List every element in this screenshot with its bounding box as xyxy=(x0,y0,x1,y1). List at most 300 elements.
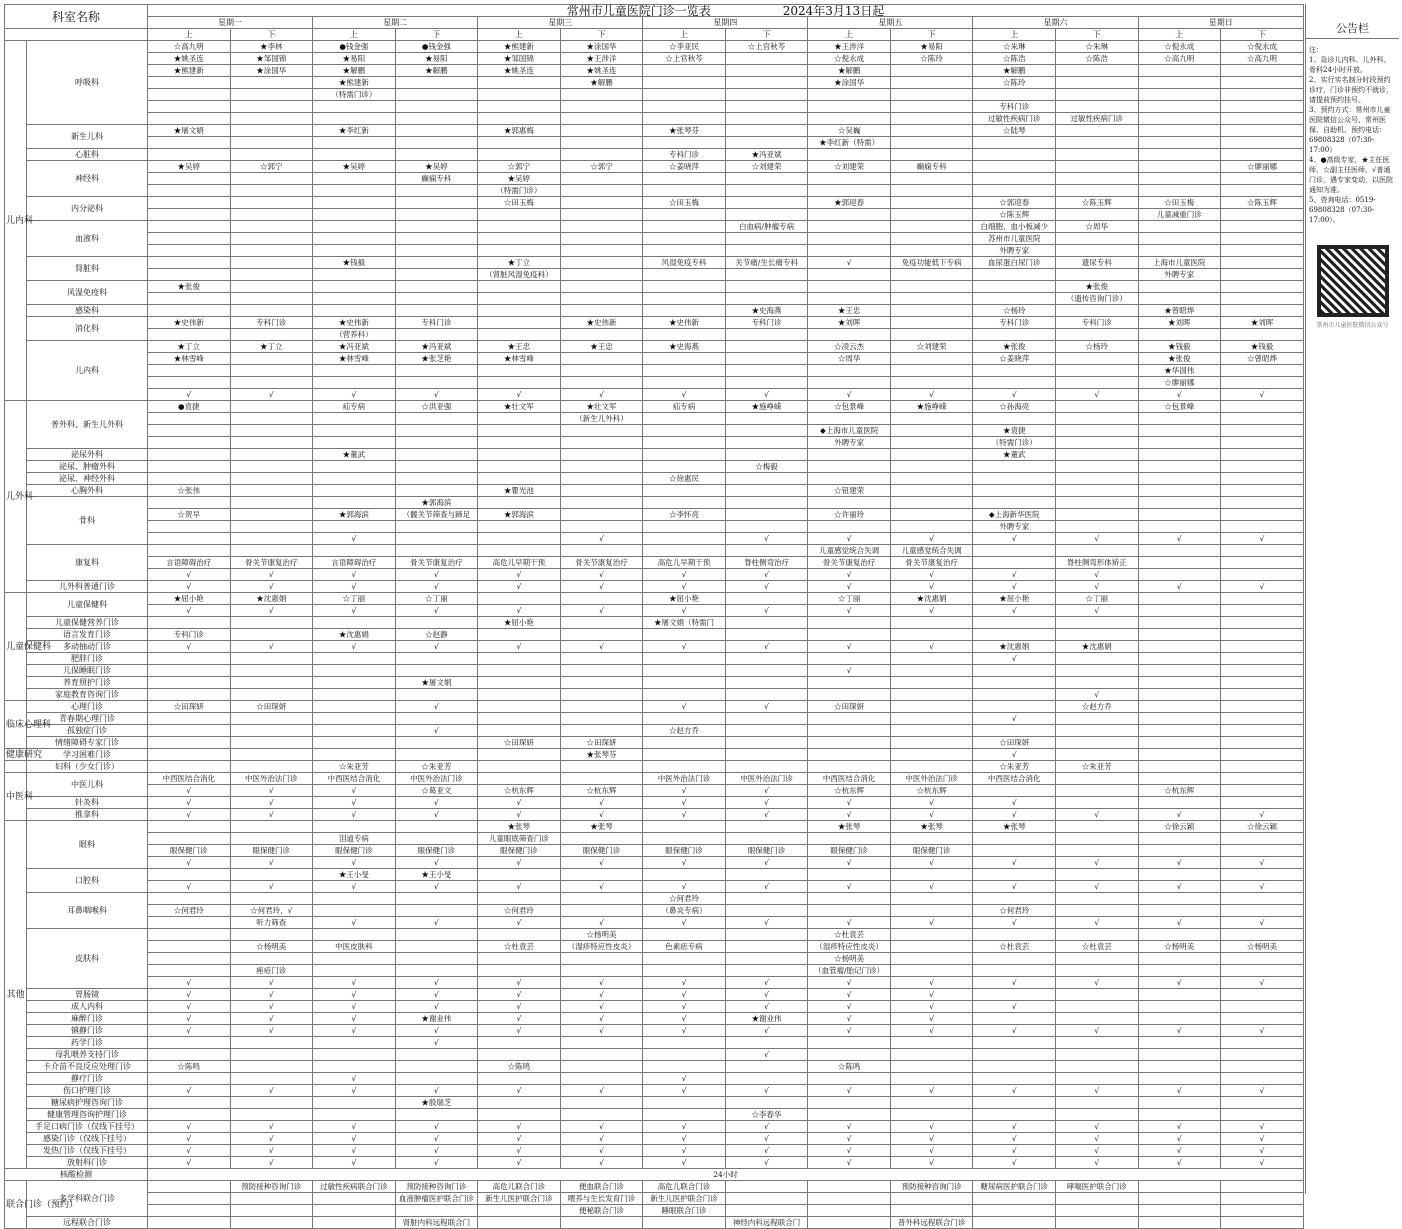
schedule-cell: 中西医结合消化 xyxy=(973,773,1056,785)
schedule-cell xyxy=(478,245,561,257)
schedule-cell: ☆朱亚芳 xyxy=(395,761,478,773)
schedule-cell: √ xyxy=(1138,809,1221,821)
schedule-cell: √ xyxy=(1221,1025,1304,1037)
schedule-cell xyxy=(1055,365,1138,377)
schedule-cell xyxy=(1221,449,1304,461)
schedule-cell: √ xyxy=(725,989,808,1001)
schedule-cell xyxy=(230,437,313,449)
schedule-cell xyxy=(560,1109,643,1121)
schedule-cell: ☆杜袁芸 xyxy=(973,941,1056,953)
schedule-cell xyxy=(643,269,726,281)
schedule-cell: ★邹国锦 xyxy=(478,53,561,65)
schedule-cell xyxy=(1138,593,1221,605)
schedule-cell xyxy=(230,485,313,497)
schedule-cell xyxy=(808,101,891,113)
schedule-cell: √ xyxy=(313,1133,396,1145)
schedule-cell xyxy=(643,749,726,761)
schedule-cell: √ xyxy=(313,1157,396,1169)
table-row xyxy=(5,893,1304,905)
schedule-cell: ★刘晖 xyxy=(808,317,891,329)
dept-label: 胃肠镜 xyxy=(27,989,148,1001)
schedule-cell: ☆姜晓萍 xyxy=(643,161,726,173)
schedule-cell: 预防接种咨询门诊 xyxy=(230,1181,313,1193)
schedule-cell: √ xyxy=(1055,1157,1138,1169)
schedule-cell xyxy=(395,269,478,281)
schedule-cell: √ xyxy=(395,701,478,713)
schedule-cell xyxy=(147,233,230,245)
schedule-cell: √ xyxy=(230,389,313,401)
schedule-cell xyxy=(808,1181,891,1193)
schedule-cell xyxy=(395,197,478,209)
schedule-cell: 疝专病 xyxy=(313,401,396,413)
dept-label: 神经科 xyxy=(27,161,148,197)
schedule-cell xyxy=(230,1193,313,1205)
schedule-cell: ●钱金强 xyxy=(395,41,478,53)
schedule-cell xyxy=(313,1097,396,1109)
schedule-cell xyxy=(1221,401,1304,413)
schedule-cell: √ xyxy=(725,1121,808,1133)
schedule-cell: √ xyxy=(808,881,891,893)
schedule-cell: ★邹国锦 xyxy=(230,53,313,65)
schedule-cell xyxy=(147,305,230,317)
schedule-cell: √ xyxy=(560,917,643,929)
schedule-cell xyxy=(1055,425,1138,437)
schedule-cell xyxy=(725,677,808,689)
schedule-cell: √ xyxy=(147,785,230,797)
schedule-cell: 白细胞、血小板减少 xyxy=(973,221,1056,233)
schedule-cell: √ xyxy=(1138,581,1221,593)
schedule-cell xyxy=(313,173,396,185)
dept-label: 口腔科 xyxy=(27,869,148,893)
schedule-cell: ★易阳 xyxy=(395,53,478,65)
schedule-cell xyxy=(1221,65,1304,77)
schedule-cell xyxy=(643,1097,726,1109)
schedule-cell: ●袁捷 xyxy=(147,401,230,413)
schedule-cell xyxy=(1138,557,1221,569)
schedule-cell: √ xyxy=(560,1157,643,1169)
schedule-cell xyxy=(313,1109,396,1121)
schedule-cell: （湿疹特应性皮炎） xyxy=(808,941,891,953)
schedule-cell: √ xyxy=(560,857,643,869)
schedule-cell xyxy=(890,521,973,533)
schedule-cell xyxy=(725,293,808,305)
schedule-cell xyxy=(973,485,1056,497)
schedule-cell xyxy=(973,329,1056,341)
schedule-cell xyxy=(147,365,230,377)
schedule-cell: √ xyxy=(808,1157,891,1169)
clinic-schedule-table xyxy=(4,4,1304,1229)
schedule-cell xyxy=(147,113,230,125)
schedule-cell: ☆倪永成 xyxy=(1221,41,1304,53)
schedule-cell: ★张琴 xyxy=(808,821,891,833)
schedule-cell xyxy=(1055,269,1138,281)
schedule-cell xyxy=(973,545,1056,557)
schedule-cell: ☆徐云颖 xyxy=(1138,821,1221,833)
schedule-cell: √ xyxy=(890,977,973,989)
table-row xyxy=(5,125,1304,137)
schedule-cell xyxy=(808,617,891,629)
schedule-cell: √ xyxy=(478,881,561,893)
schedule-cell: √ xyxy=(313,989,396,1001)
group-label: 儿外科 xyxy=(5,401,27,593)
schedule-cell xyxy=(230,1205,313,1217)
schedule-cell xyxy=(1221,1001,1304,1013)
schedule-cell: √ xyxy=(478,977,561,989)
schedule-cell: 脊柱侧弯形体矫正 xyxy=(1055,557,1138,569)
schedule-cell: √ xyxy=(973,569,1056,581)
schedule-cell xyxy=(560,1073,643,1085)
schedule-cell xyxy=(313,1217,396,1229)
schedule-cell xyxy=(1055,629,1138,641)
schedule-cell: ★熊建新 xyxy=(478,41,561,53)
schedule-cell xyxy=(395,665,478,677)
schedule-cell: （湿疹特应性皮炎） xyxy=(560,941,643,953)
schedule-cell xyxy=(230,617,313,629)
table-row xyxy=(5,785,1304,797)
table-row xyxy=(5,581,1304,593)
table-row xyxy=(5,701,1304,713)
schedule-cell xyxy=(1055,1049,1138,1061)
schedule-cell xyxy=(890,893,973,905)
schedule-cell xyxy=(1221,653,1304,665)
schedule-cell xyxy=(725,185,808,197)
schedule-cell xyxy=(147,749,230,761)
schedule-cell: ★郭迎春 xyxy=(808,197,891,209)
schedule-cell xyxy=(643,377,726,389)
schedule-cell xyxy=(230,425,313,437)
schedule-cell xyxy=(890,245,973,257)
schedule-cell xyxy=(1221,137,1304,149)
schedule-cell: √ xyxy=(230,605,313,617)
schedule-cell xyxy=(1221,605,1304,617)
schedule-cell: √ xyxy=(643,1001,726,1013)
schedule-cell xyxy=(147,413,230,425)
schedule-cell: √ xyxy=(478,1121,561,1133)
pm-header: 下 xyxy=(725,29,808,41)
schedule-cell xyxy=(643,89,726,101)
schedule-cell: ☆郭宁 xyxy=(230,161,313,173)
schedule-cell xyxy=(973,89,1056,101)
dept-label: 风湿免疫科 xyxy=(27,281,148,305)
schedule-cell: √ xyxy=(973,1121,1056,1133)
schedule-cell xyxy=(1055,185,1138,197)
schedule-cell: 骨关节康复治疗 xyxy=(808,557,891,569)
schedule-cell xyxy=(973,689,1056,701)
schedule-cell: √ xyxy=(808,1121,891,1133)
schedule-cell: ★涂国华 xyxy=(560,41,643,53)
schedule-cell: √ xyxy=(725,857,808,869)
schedule-cell: √ xyxy=(643,977,726,989)
schedule-cell xyxy=(890,497,973,509)
schedule-cell xyxy=(395,413,478,425)
schedule-cell xyxy=(1221,1061,1304,1073)
schedule-cell xyxy=(313,617,396,629)
schedule-cell xyxy=(395,233,478,245)
schedule-cell xyxy=(890,365,973,377)
schedule-cell xyxy=(890,1193,973,1205)
schedule-cell xyxy=(147,1193,230,1205)
schedule-cell xyxy=(478,137,561,149)
schedule-cell: √ xyxy=(808,989,891,1001)
schedule-cell xyxy=(1221,245,1304,257)
schedule-cell xyxy=(313,737,396,749)
notice-line: 3、预约方式：常州市儿童医院微信公众号、常州医保、自助机、预约电话：69808328（07:30-17:00） xyxy=(1309,106,1391,154)
schedule-cell xyxy=(643,665,726,677)
schedule-cell: √ xyxy=(643,389,726,401)
schedule-cell xyxy=(478,473,561,485)
day-header: 星期日 xyxy=(1138,17,1303,29)
schedule-cell: √ xyxy=(478,1001,561,1013)
schedule-cell xyxy=(478,1073,561,1085)
schedule-cell xyxy=(725,653,808,665)
schedule-cell xyxy=(725,353,808,365)
schedule-cell xyxy=(973,929,1056,941)
schedule-cell: √ xyxy=(725,797,808,809)
schedule-cell xyxy=(1221,113,1304,125)
schedule-cell xyxy=(1221,569,1304,581)
schedule-cell: √ xyxy=(973,653,1056,665)
schedule-cell xyxy=(808,233,891,245)
schedule-cell xyxy=(478,689,561,701)
dept-label: 推拿科 xyxy=(27,809,148,821)
schedule-cell: √ xyxy=(147,1133,230,1145)
schedule-cell xyxy=(973,1109,1056,1121)
schedule-cell: √ xyxy=(1055,1025,1138,1037)
schedule-cell: ★张琴 xyxy=(560,821,643,833)
schedule-cell xyxy=(1055,965,1138,977)
schedule-cell: 关节痛/生长痛专科 xyxy=(725,257,808,269)
schedule-cell: ☆高九明 xyxy=(1221,53,1304,65)
schedule-cell: ★丁立 xyxy=(147,341,230,353)
schedule-cell xyxy=(808,833,891,845)
schedule-cell xyxy=(1221,953,1304,965)
schedule-cell xyxy=(1055,617,1138,629)
schedule-cell xyxy=(313,521,396,533)
schedule-cell xyxy=(1138,1013,1221,1025)
schedule-cell: ☆丁丽 xyxy=(1055,593,1138,605)
schedule-cell: ★解鹏 xyxy=(560,77,643,89)
table-row xyxy=(5,461,1304,473)
group-label: 健康研究 xyxy=(6,749,43,760)
schedule-cell: √ xyxy=(478,1133,561,1145)
schedule-cell xyxy=(1138,1049,1221,1061)
schedule-cell xyxy=(725,437,808,449)
header-blank xyxy=(5,29,148,41)
schedule-cell: √ xyxy=(643,1025,726,1037)
schedule-cell xyxy=(313,713,396,725)
schedule-cell xyxy=(643,137,726,149)
schedule-cell xyxy=(147,293,230,305)
schedule-cell xyxy=(890,929,973,941)
schedule-cell: √ xyxy=(890,569,973,581)
notice-line: 注： xyxy=(1309,46,1323,54)
schedule-cell xyxy=(478,1217,561,1229)
dept-label: 麻醉门诊 xyxy=(27,1013,148,1025)
schedule-cell: √ xyxy=(313,389,396,401)
schedule-cell xyxy=(478,77,561,89)
schedule-cell xyxy=(808,1037,891,1049)
schedule-cell xyxy=(808,725,891,737)
schedule-cell xyxy=(560,833,643,845)
schedule-cell: √ xyxy=(890,857,973,869)
schedule-cell xyxy=(890,905,973,917)
schedule-cell xyxy=(147,545,230,557)
schedule-cell xyxy=(313,821,396,833)
schedule-cell: 中医外治法门诊 xyxy=(725,773,808,785)
schedule-cell xyxy=(147,941,230,953)
schedule-cell xyxy=(890,77,973,89)
table-row xyxy=(5,365,1304,377)
schedule-cell: ★郭海滨 xyxy=(313,509,396,521)
schedule-cell: ★壮文军 xyxy=(478,401,561,413)
schedule-cell xyxy=(147,677,230,689)
schedule-cell xyxy=(395,125,478,137)
schedule-cell xyxy=(230,653,313,665)
schedule-cell xyxy=(1138,953,1221,965)
schedule-cell: √ xyxy=(643,581,726,593)
schedule-cell: ☆杨明美 xyxy=(1221,941,1304,953)
table-row xyxy=(5,1109,1304,1121)
schedule-cell: √ xyxy=(230,857,313,869)
schedule-cell xyxy=(973,161,1056,173)
schedule-cell: 肾脏内科远程联合门 xyxy=(395,1217,478,1229)
schedule-cell: 神经内科远程联合门 xyxy=(725,1217,808,1229)
schedule-cell: ★王忠 xyxy=(478,341,561,353)
schedule-cell: ★史伟新 xyxy=(313,317,396,329)
schedule-cell xyxy=(1055,1037,1138,1049)
schedule-cell: 眼保健门诊 xyxy=(725,845,808,857)
schedule-cell: ☆徐惠民 xyxy=(643,473,726,485)
schedule-cell xyxy=(1221,149,1304,161)
schedule-cell: √ xyxy=(1221,917,1304,929)
schedule-cell: ★张琴芬 xyxy=(560,749,643,761)
dept-label: 养育照护门诊 xyxy=(27,677,148,689)
schedule-cell xyxy=(808,281,891,293)
dept-label: 健康管理咨询护理门诊 xyxy=(27,1109,148,1121)
schedule-cell xyxy=(808,209,891,221)
dept-label: 肥胖门诊 xyxy=(27,653,148,665)
schedule-cell: √ xyxy=(1055,1121,1138,1133)
schedule-cell: 痤疮门诊 xyxy=(230,965,313,977)
table-row xyxy=(5,989,1304,1001)
schedule-cell xyxy=(313,377,396,389)
table-row xyxy=(5,1001,1304,1013)
schedule-cell: 睡眠联合门诊 xyxy=(643,1205,726,1217)
schedule-cell xyxy=(478,305,561,317)
schedule-cell xyxy=(890,1061,973,1073)
schedule-cell xyxy=(1138,989,1221,1001)
schedule-cell xyxy=(643,929,726,941)
table-row xyxy=(5,521,1304,533)
schedule-cell xyxy=(643,233,726,245)
schedule-cell xyxy=(890,173,973,185)
schedule-cell xyxy=(643,869,726,881)
schedule-cell xyxy=(230,77,313,89)
schedule-cell: ★郭海滨 xyxy=(395,497,478,509)
schedule-cell: √ xyxy=(643,641,726,653)
schedule-cell: √ xyxy=(973,1001,1056,1013)
schedule-cell xyxy=(643,437,726,449)
schedule-cell: √ xyxy=(147,809,230,821)
schedule-cell: 过敏性疾病门诊 xyxy=(973,113,1056,125)
schedule-cell: √ xyxy=(313,977,396,989)
schedule-cell: √ xyxy=(808,857,891,869)
schedule-cell: ☆何君玲 xyxy=(973,905,1056,917)
table-row xyxy=(5,1049,1304,1061)
schedule-cell xyxy=(890,209,973,221)
schedule-cell xyxy=(808,737,891,749)
schedule-cell xyxy=(395,461,478,473)
schedule-cell xyxy=(973,413,1056,425)
schedule-cell xyxy=(147,869,230,881)
schedule-cell: 骨关节康复治疗 xyxy=(890,557,973,569)
schedule-cell xyxy=(643,533,726,545)
schedule-cell: ☆姜晓萍 xyxy=(973,353,1056,365)
schedule-cell: √ xyxy=(643,1145,726,1157)
schedule-cell xyxy=(1138,1061,1221,1073)
schedule-cell xyxy=(973,1193,1056,1205)
schedule-cell xyxy=(1055,437,1138,449)
schedule-cell xyxy=(395,329,478,341)
schedule-cell: 外聘专家 xyxy=(973,245,1056,257)
schedule-cell xyxy=(643,425,726,437)
dept-label: 发热门诊（仅线下挂号） xyxy=(27,1145,148,1157)
schedule-cell: √ xyxy=(890,1001,973,1013)
schedule-cell: √ xyxy=(560,605,643,617)
schedule-cell xyxy=(313,221,396,233)
schedule-cell xyxy=(725,689,808,701)
schedule-cell xyxy=(313,1205,396,1217)
schedule-cell xyxy=(560,1037,643,1049)
schedule-cell xyxy=(725,1097,808,1109)
schedule-cell xyxy=(560,245,643,257)
schedule-cell xyxy=(1221,185,1304,197)
schedule-cell xyxy=(395,437,478,449)
schedule-cell: ★吴婷 xyxy=(478,173,561,185)
schedule-cell: √ xyxy=(973,581,1056,593)
schedule-cell: √ xyxy=(808,581,891,593)
schedule-cell xyxy=(230,929,313,941)
schedule-cell xyxy=(808,461,891,473)
schedule-cell xyxy=(147,101,230,113)
schedule-cell: √ xyxy=(643,797,726,809)
schedule-cell xyxy=(1221,893,1304,905)
schedule-cell: 色素痣专病 xyxy=(643,941,726,953)
dept-label: 手足口病门诊（仅线下挂号） xyxy=(27,1121,148,1133)
schedule-cell xyxy=(643,461,726,473)
schedule-cell: ☆李怀亮 xyxy=(643,509,726,521)
schedule-cell xyxy=(1055,905,1138,917)
schedule-cell xyxy=(147,1205,230,1217)
schedule-cell xyxy=(725,629,808,641)
schedule-cell xyxy=(1055,833,1138,845)
schedule-cell xyxy=(147,77,230,89)
schedule-cell: ☆杭东辉 xyxy=(808,785,891,797)
schedule-cell xyxy=(890,329,973,341)
schedule-cell xyxy=(808,497,891,509)
schedule-cell xyxy=(725,197,808,209)
schedule-cell xyxy=(643,1109,726,1121)
schedule-cell xyxy=(313,497,396,509)
schedule-cell: √ xyxy=(1055,581,1138,593)
group-label: 联合门诊（预约） xyxy=(5,1181,27,1229)
schedule-cell: ★史伟新 xyxy=(643,317,726,329)
schedule-cell: √ xyxy=(147,1157,230,1169)
table-row xyxy=(5,1061,1304,1073)
schedule-cell xyxy=(1138,173,1221,185)
schedule-cell: 骨关节康复治疗 xyxy=(560,557,643,569)
dept-label: 儿外科普通门诊 xyxy=(27,581,148,593)
